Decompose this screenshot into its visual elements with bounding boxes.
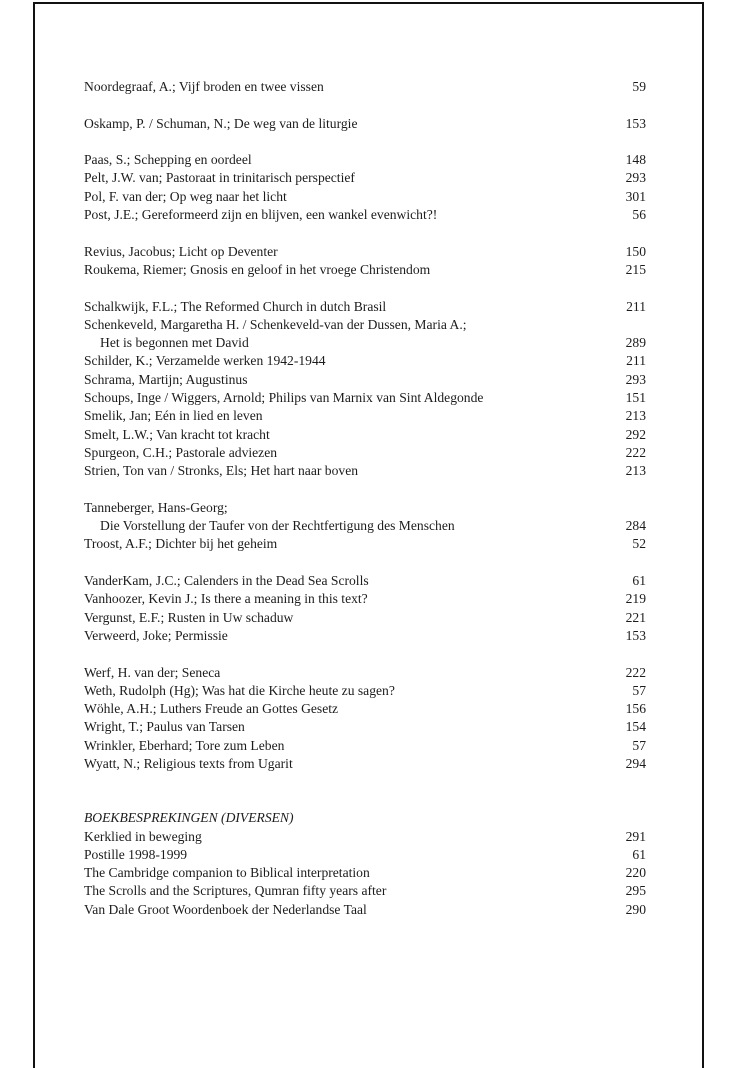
index-entry: [84, 316, 646, 353]
index-entry: [84, 151, 646, 169]
entry-line: [84, 627, 646, 645]
entry-line: [84, 901, 646, 919]
index-entry: [84, 828, 646, 846]
entry-line: [84, 846, 646, 864]
entry-line: [84, 389, 646, 407]
index-entry: [84, 718, 646, 736]
entry-line: [84, 828, 646, 846]
entry-line: [84, 151, 646, 169]
entry-line: [84, 535, 646, 553]
page-number: 292: [625, 426, 646, 442]
page-number: 213: [625, 463, 646, 479]
entry-line: [84, 261, 646, 279]
entry-line: [84, 206, 646, 224]
page-number: 150: [625, 243, 646, 259]
page-number: 211: [626, 353, 646, 369]
entry-line: [84, 407, 646, 425]
page-number: 156: [625, 701, 646, 717]
entry-line: [84, 737, 646, 755]
index-entry: [84, 188, 646, 206]
index-group: [84, 664, 646, 774]
index-group: [84, 115, 646, 133]
index-entry: [84, 609, 646, 627]
entry-line: [84, 664, 646, 682]
index-entry: [84, 737, 646, 755]
entry-text: Schilder, K.; Verzamelde werken 1942-1944: [84, 353, 326, 369]
entry-line: [84, 444, 646, 462]
entry-line: [84, 352, 646, 370]
page-number: 222: [625, 664, 646, 680]
entry-text: The Cambridge companion to Biblical interpretation: [84, 865, 370, 881]
index-entry: [84, 261, 646, 279]
index-entry: [84, 444, 646, 462]
reviews-section: [84, 809, 646, 919]
page-number: 289: [625, 335, 646, 351]
entry-text: Roukema, Riemer; Gnosis en geloof in het vroege Christendom: [84, 261, 431, 277]
page-edge-right: [702, 2, 704, 1068]
index-entry: [84, 499, 646, 536]
entry-text: Revius, Jacobus; Licht op Deventer: [84, 243, 278, 259]
page-number: 61: [632, 846, 646, 862]
entry-line: [84, 499, 646, 517]
index-entry: [84, 682, 646, 700]
entry-line: [84, 718, 646, 736]
entry-text: Schenkeveld, Margaretha H. / Schenkeveld-van der Dussen, Maria A.;: [84, 316, 467, 332]
entry-text: Vergunst, E.F.; Rusten in Uw schaduw: [84, 609, 294, 625]
page-number: 294: [625, 755, 646, 771]
entry-text: Pol, F. van der; Op weg naar het licht: [84, 188, 287, 204]
index-entry: [84, 426, 646, 444]
entry-text: Smelt, L.W.; Van kracht tot kracht: [84, 426, 270, 442]
index-entry: [84, 846, 646, 864]
entry-line: [84, 462, 646, 480]
page-number: 52: [632, 536, 646, 552]
entry-text: Wrinkler, Eberhard; Tore zum Leben: [84, 737, 285, 753]
entry-line: [84, 864, 646, 882]
index-entry: [84, 407, 646, 425]
index-entry: [84, 206, 646, 224]
entry-line: [84, 169, 646, 187]
page-number: 222: [625, 444, 646, 460]
index-entry: [84, 78, 646, 96]
entry-text: Post, J.E.; Gereformeerd zijn en blijven, een wankel evenwicht?!: [84, 207, 438, 223]
page-number: 61: [632, 573, 646, 589]
entry-text: Schoups, Inge / Wiggers, Arnold; Philips van Marnix van Sint Aldegonde: [84, 390, 484, 406]
section-title: BOEKBESPREKINGEN (DIVERSEN): [84, 810, 294, 826]
entry-text: Schrama, Martijn; Augustinus: [84, 371, 248, 387]
index-entry: [84, 901, 646, 919]
page-number: 57: [632, 682, 646, 698]
page-number: 291: [625, 828, 646, 844]
entry-text: Pelt, J.W. van; Pastoraat in trinitarisch perspectief: [84, 170, 355, 186]
page-number: 295: [625, 883, 646, 899]
index-entry: [84, 243, 646, 261]
entry-line: [84, 609, 646, 627]
page-number: 59: [632, 79, 646, 94]
entry-text: Schalkwijk, F.L.; The Reformed Church in dutch Brasil: [84, 298, 387, 314]
entry-line: [84, 316, 646, 334]
entry-text: Wöhle, A.H.; Luthers Freude an Gottes Gesetz: [84, 701, 339, 717]
entry-line: [84, 298, 646, 316]
entry-text: Van Dale Groot Woordenboek der Nederlandse Taal: [84, 901, 367, 917]
entry-line: [84, 882, 646, 900]
entry-text: Spurgeon, C.H.; Pastorale adviezen: [84, 444, 278, 460]
entry-line: [84, 78, 646, 96]
entry-text: Noordegraaf, A.; Vijf broden en twee vissen: [84, 79, 324, 94]
entry-text: Vanhoozer, Kevin J.; Is there a meaning in this text?: [84, 591, 368, 607]
index-group: [84, 78, 646, 96]
entry-continuation-line: [84, 334, 646, 352]
entry-line: [84, 590, 646, 608]
index-entry: [84, 371, 646, 389]
page-edge-top: [33, 2, 704, 4]
entry-line: [84, 572, 646, 590]
entry-line: [84, 682, 646, 700]
page-number: 220: [625, 865, 646, 881]
index-group: [84, 243, 646, 280]
index-group: [84, 151, 646, 224]
entry-text: Het is begonnen met David: [100, 335, 249, 351]
page-number: 215: [625, 261, 646, 277]
entry-text: Oskamp, P. / Schuman, N.; De weg van de liturgie: [84, 115, 358, 131]
entry-line: [84, 755, 646, 773]
index-entry: [84, 700, 646, 718]
entry-text: Paas, S.; Schepping en oordeel: [84, 152, 252, 168]
page-number: 284: [625, 518, 646, 534]
page-number: 219: [625, 591, 646, 607]
page-number: 153: [625, 627, 646, 643]
entry-text: Strien, Ton van / Stronks, Els; Het hart naar boven: [84, 463, 359, 479]
index-entry: [84, 352, 646, 370]
entry-line: [84, 115, 646, 133]
page-number: 301: [625, 188, 646, 204]
entry-text: VanderKam, J.C.; Calenders in the Dead Sea Scrolls: [84, 573, 369, 589]
index-entry: [84, 572, 646, 590]
page-number: 213: [625, 408, 646, 424]
index-entry: [84, 115, 646, 133]
index-group: [84, 298, 646, 481]
entry-line: [84, 188, 646, 206]
page-number: 153: [625, 115, 646, 131]
index-entry: [84, 298, 646, 316]
index-content: [84, 78, 646, 919]
entry-text: Wyatt, N.; Religious texts from Ugarit: [84, 755, 293, 771]
index-entry: [84, 535, 646, 553]
entry-text: Postille 1998-1999: [84, 846, 188, 862]
entry-text: Verweerd, Joke; Permissie: [84, 627, 228, 643]
page-number: 293: [625, 371, 646, 387]
entry-text: Kerklied in beweging: [84, 828, 202, 844]
entry-text: Die Vorstellung der Taufer von der Rechtfertigung des Menschen: [100, 518, 455, 534]
entry-line: [84, 426, 646, 444]
index-groups: [84, 78, 646, 773]
page-number: 211: [626, 298, 646, 314]
index-entry: [84, 882, 646, 900]
entry-line: [84, 700, 646, 718]
entry-text: Wright, T.; Paulus van Tarsen: [84, 719, 245, 735]
entry-line: [84, 371, 646, 389]
page-number: 151: [625, 390, 646, 406]
entry-text: Smelik, Jan; Eén in lied en leven: [84, 408, 263, 424]
section-entries: [84, 828, 646, 919]
page-number: 148: [625, 152, 646, 168]
index-group: [84, 572, 646, 645]
index-entry: [84, 389, 646, 407]
entry-continuation-line: [84, 517, 646, 535]
entry-text: The Scrolls and the Scriptures, Qumran fifty years after: [84, 883, 387, 899]
page-number: 221: [625, 609, 646, 625]
page-number: 57: [632, 737, 646, 753]
page-number: 293: [625, 170, 646, 186]
entry-text: Tanneberger, Hans-Georg;: [84, 499, 228, 515]
entry-text: Werf, H. van der; Seneca: [84, 664, 221, 680]
page-number: 56: [632, 207, 646, 223]
index-entry: [84, 664, 646, 682]
index-entry: [84, 864, 646, 882]
entry-line: [84, 243, 646, 261]
index-group: [84, 499, 646, 554]
index-entry: [84, 169, 646, 187]
page-number: 154: [625, 719, 646, 735]
page-number: 290: [625, 901, 646, 917]
page-edge-left: [33, 2, 35, 1068]
index-entry: [84, 590, 646, 608]
entry-text: Troost, A.F.; Dichter bij het geheim: [84, 536, 278, 552]
index-entry: [84, 627, 646, 645]
entry-text: Weth, Rudolph (Hg); Was hat die Kirche heute zu sagen?: [84, 682, 395, 698]
index-entry: [84, 462, 646, 480]
index-entry: [84, 755, 646, 773]
